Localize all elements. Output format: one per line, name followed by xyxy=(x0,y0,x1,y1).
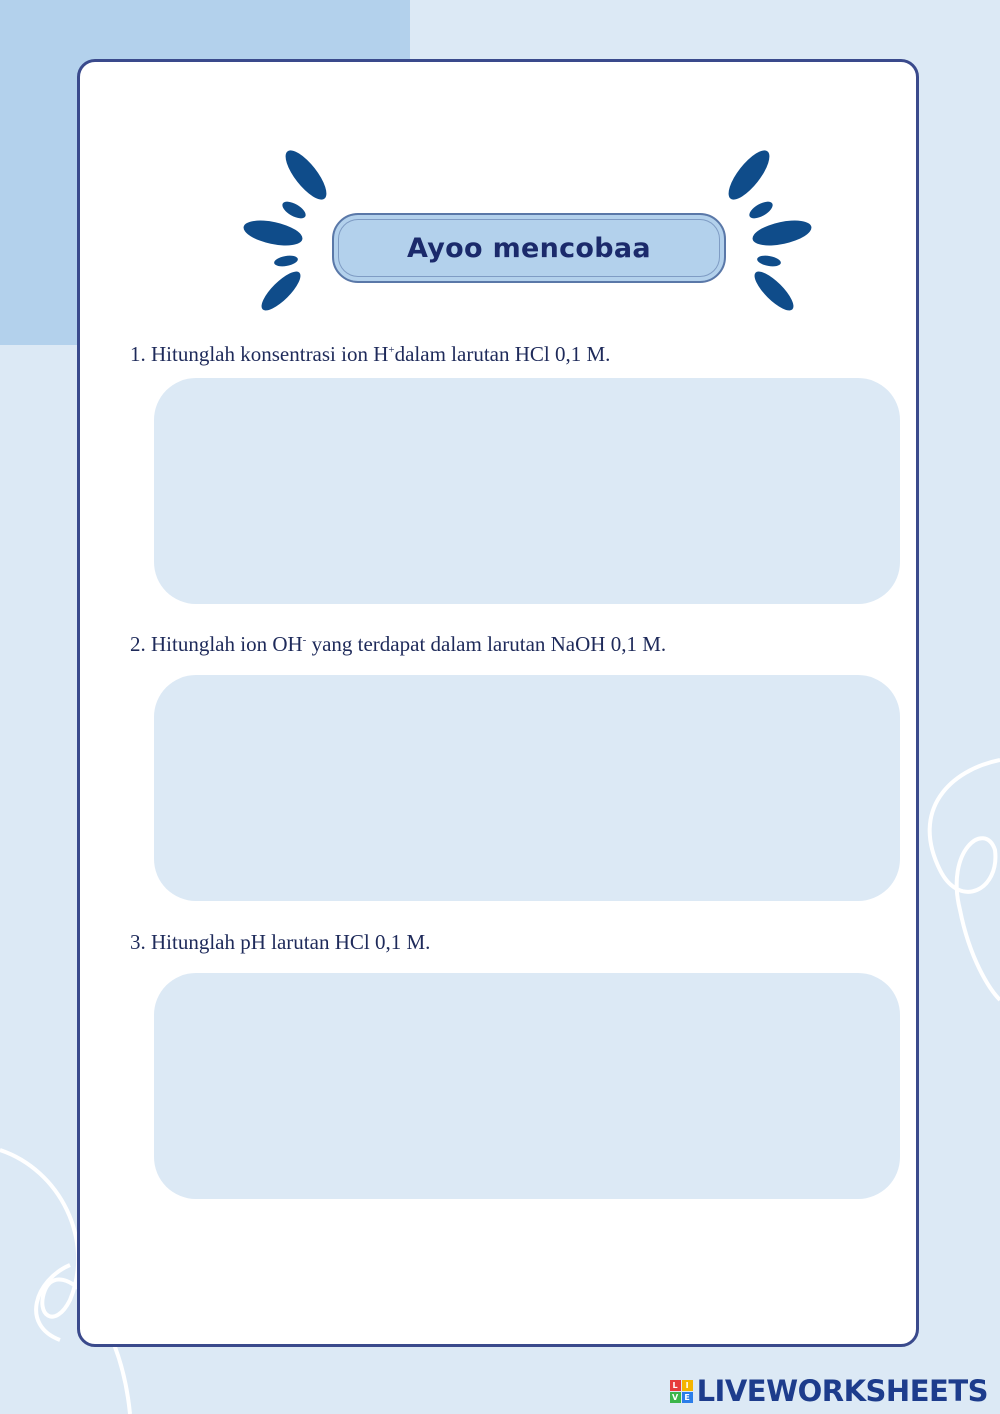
question-2-suffix: yang terdapat dalam larutan NaOH 0,1 M. xyxy=(306,632,667,656)
answer-box-2[interactable] xyxy=(154,675,900,901)
question-1-text: 1. Hitunglah konsentrasi ion H xyxy=(130,342,389,366)
question-2-text: 2. Hitunglah ion OH xyxy=(130,632,303,656)
question-3 xyxy=(130,930,430,955)
question-3-text: 3. Hitunglah pH larutan HCl 0,1 M. xyxy=(130,930,431,954)
answer-box-1[interactable] xyxy=(154,378,900,604)
logo-letter-e: E xyxy=(682,1392,693,1403)
answer-box-3[interactable] xyxy=(154,973,900,1199)
logo-letter-i: I xyxy=(682,1380,693,1391)
question-1 xyxy=(130,342,610,367)
logo-letter-v: V xyxy=(670,1392,681,1403)
question-2-superscript: - xyxy=(302,634,307,646)
question-2 xyxy=(130,632,666,657)
logo-letter-l: L xyxy=(670,1380,681,1391)
title-badge xyxy=(332,213,726,283)
question-1-suffix: dalam larutan HCl 0,1 M. xyxy=(394,342,611,366)
liveworksheets-logo-icon xyxy=(670,1380,693,1403)
brand-name: LIVEWORKSHEETS xyxy=(696,1374,988,1408)
page-title: Ayoo mencobaa xyxy=(407,232,651,264)
brand-footer[interactable] xyxy=(670,1374,988,1408)
question-1-superscript: + xyxy=(388,344,395,356)
